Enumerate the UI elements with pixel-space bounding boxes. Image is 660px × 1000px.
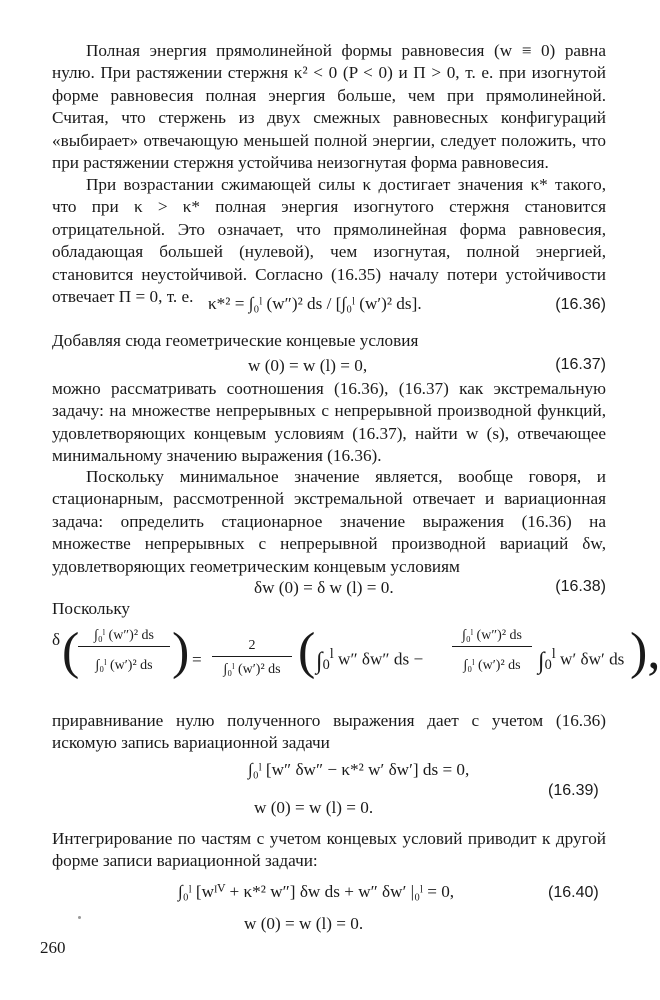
equation-number: (16.40): [548, 884, 599, 901]
paragraph-energy: Полная энергия прямолинейной формы равновесия (w ≡ 0) равна нулю. При растяжении стержня κ² < 0 (P < 0) и Π > 0, т. е. при изогнутой форме равновесия полная энергия больше, чем при прямолинейной. Считая, что стержень из двух смежных равновесных конфигураций «выбирает» отвечающую меньшей полной энергии, следует положить, что при растяжении стержня устойчива неизогнутая форма равновесия.: [52, 41, 606, 173]
equation-16-38-body: δw (0) = δ w (l) = 0.: [254, 578, 394, 597]
paragraph-integration: Интегрирование по частям с учетом концевых условий приводит к другой форме записи вариационной задачи:: [52, 829, 606, 871]
equation-16-37-body: w (0) = w (l) = 0,: [248, 356, 368, 375]
equation-number: (16.38): [555, 578, 606, 595]
equation-number: (16.39): [548, 782, 599, 799]
equation-16-40-b: w (0) = w (l) = 0.: [244, 914, 364, 933]
equation-16-39-a: ∫₀ˡ [w″ δw″ − κ*² w′ δw′] ds = 0,: [248, 760, 470, 779]
paragraph-variational-problem: Поскольку минимальное значение является, вообще говоря, и стационарным, рассмотренной экстремальной отвечает и вариационная задача: определить стационарное значение выражения (16.36) на множестве непрерывных с непрерывной производной вариаций δw, удовлетворяющих геометрическим концевым условиям: [52, 467, 606, 576]
paragraph-adding-conditions: Добавляя сюда геометрические концевые условия: [52, 331, 419, 350]
equation-16-36: [52, 292, 606, 322]
equation-16-39-b: w (0) = w (l) = 0.: [254, 798, 374, 817]
equation-number: (16.37): [555, 356, 606, 373]
equation-16-40-a: ∫₀ˡ [wᴵⱽ + κ*² w″] δw ds + w″ δw′ |₀ˡ = 0,: [178, 882, 455, 901]
equation-variation-formula: δ ( ∫₀ˡ (w″)² ds ∫₀ˡ (w′)² ds ) = 2 ∫₀ˡ (w′)² ds ( $\int_0^l$ w″ δw″ ds − ∫₀ˡ (w″)² ds ∫₀ˡ (w′)² ds $\int_0^l$ w′ δw′ ds ),: [52, 623, 660, 680]
paragraph-extremal-problem: можно рассматривать соотношения (16.36), (16.37) как экстремальную задачу: на множестве непрерывных с непрерывной производной функций, удовлетворяющих концевым условиям (16.37), найти w (s), отвечающее минимальному значению выражения (16.36).: [52, 379, 606, 466]
paragraph-equating: приравнивание нулю полученного выражения дает с учетом (16.36) искомую запись вариационной задачи: [52, 711, 606, 753]
equation-number: (16.36): [555, 296, 606, 313]
page-number: 260: [40, 938, 66, 957]
paragraph-since: Поскольку: [52, 599, 131, 618]
equation-16-36-body: κ*² = ∫₀ˡ (w″)² ds / [∫₀ˡ (w′)² ds].: [208, 294, 422, 313]
paragraph-compression: При возрастании сжимающей силы κ достигает значения κ* такого, что при κ > κ* полная энергия изогнутого стержня становится отрицательной. Это означает, что прямолинейная форма равновесия, обладающая большей (нулевой), чем изогнутая, полной энергией, становится неустойчивой. Согласно (16.35) началу потери устойчивости отвечает Π = 0, т. е.: [52, 175, 606, 307]
print-speck: [78, 916, 81, 919]
equation-16-37: [52, 356, 606, 380]
